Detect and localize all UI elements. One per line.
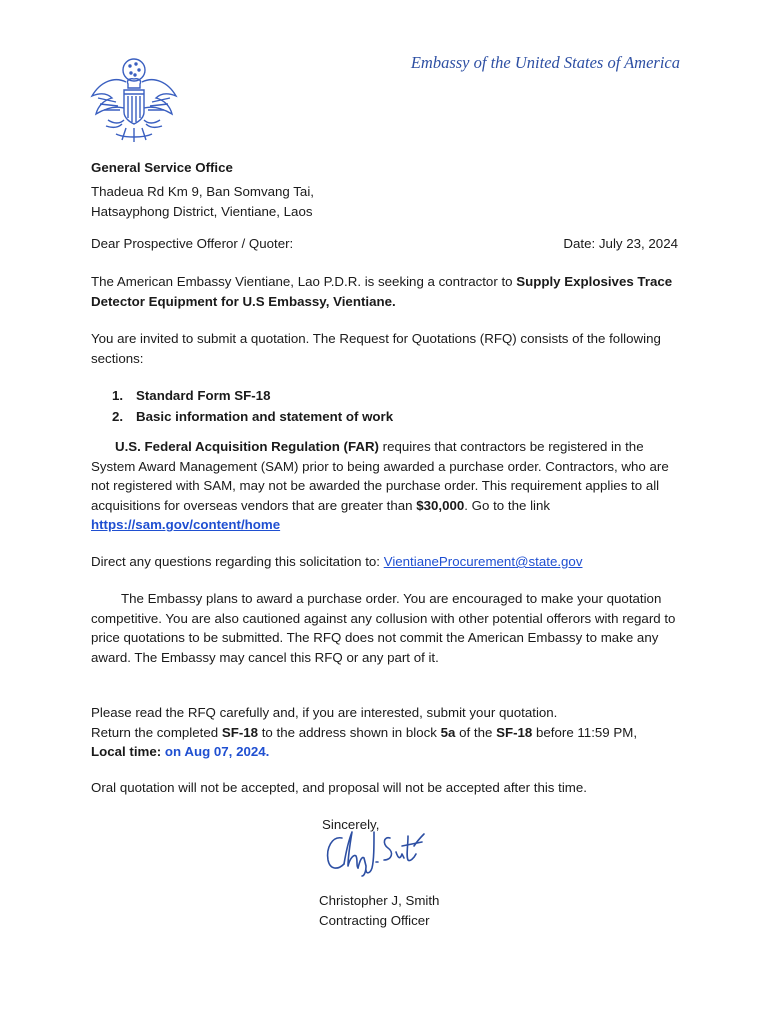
plans-text: The Embassy plans to award a purchase order. You are encouraged to make your quotation competitive. You are also cautioned against any collusion with other potential offerors with regard to price quotations to be submitted. The RFQ does not commit the American Embassy to make any award. The Embassy may cancel this RFQ or any part of it. (91, 591, 676, 665)
procurement-email-link[interactable]: VientianeProcurement@state.gov (383, 554, 583, 569)
local-time-label: Local time: (91, 744, 162, 759)
sam-link[interactable]: https://sam.gov/content/home (91, 517, 281, 532)
deadline-paragraph (91, 703, 678, 762)
signer-name: Christopher J, Smith (319, 893, 440, 908)
questions-paragraph (91, 552, 678, 572)
deadline-date: on Aug 07, 2024. (161, 744, 270, 759)
salutation-row (91, 234, 678, 254)
office-address (91, 182, 678, 221)
rfq-sections-list (112, 385, 393, 427)
threshold-amount: $30,000 (416, 497, 465, 513)
deadline-line-2: Return the completed SF-18 to the address shown in block 5a of the SF-18 before 11:59 PM, (91, 724, 638, 740)
questions-text: Direct any questions regarding this solicitation to: (91, 554, 384, 569)
intro-project-title: Supply Explosives Trace Detector Equipment for U.S Embassy, Vientiane. (91, 274, 673, 309)
oral-paragraph: Oral quotation will not be accepted, and proposal will not be accepted after this time. (91, 780, 587, 795)
list-item: 1. Standard Form SF-18 (112, 388, 271, 403)
signer-title: Contracting Officer (319, 912, 430, 928)
address-line-1: Thadeua Rd Km 9, Ban Somvang Tai, (91, 184, 314, 199)
plans-paragraph (91, 589, 678, 667)
signer-block (319, 891, 439, 930)
embassy-seal-eagle-icon (86, 52, 182, 148)
salutation: Dear Prospective Offeror / Quoter: (91, 236, 294, 251)
closing-sincerely: Sincerely, (322, 817, 380, 832)
office-name: General Service Office (91, 160, 233, 175)
intro-paragraph (91, 272, 678, 311)
address-line-2: Hatsayphong District, Vientiane, Laos (91, 203, 313, 219)
far-paragraph: U.S. Federal Acquisition Regulation (FAR) requires that contractors be registered in the System Award Management (SAM) prior to being awarded a purchase order. Contractors, who are not registered with SAM, may not be awarded the purchase order. This requirement applies to all acquisitions for overseas vendors that are greater than $30,000. Go to the link https://sam.gov/content/home (91, 439, 669, 532)
intro-text: The American Embassy Vientiane, Lao P.D.R. is seeking a contractor to (91, 274, 517, 289)
letter-date: Date: July 23, 2024 (563, 236, 678, 251)
far-text: requires that contractors be registered in the System Award Management (SAM) prior to being awarded a purchase order. Contractors, who are not registered with SAM, may not be awarded the purchase order. This requirement applies to all acquisitions for overseas vendors that are greater than (91, 439, 669, 513)
deadline-line-1: Please read the RFQ carefully and, if you are interested, submit your quotation. (91, 705, 558, 720)
embassy-title: Embassy of the United States of America (410, 53, 680, 72)
deadline-line-3 (91, 742, 678, 762)
list-item: 2. Basic information and statement of work (112, 409, 394, 424)
invite-paragraph: You are invited to submit a quotation. The Request for Quotations (RFQ) consists of the following sections: (91, 331, 661, 366)
far-lead: U.S. Federal Acquisition Regulation (FAR) (115, 439, 379, 454)
handwritten-signature (322, 826, 426, 878)
